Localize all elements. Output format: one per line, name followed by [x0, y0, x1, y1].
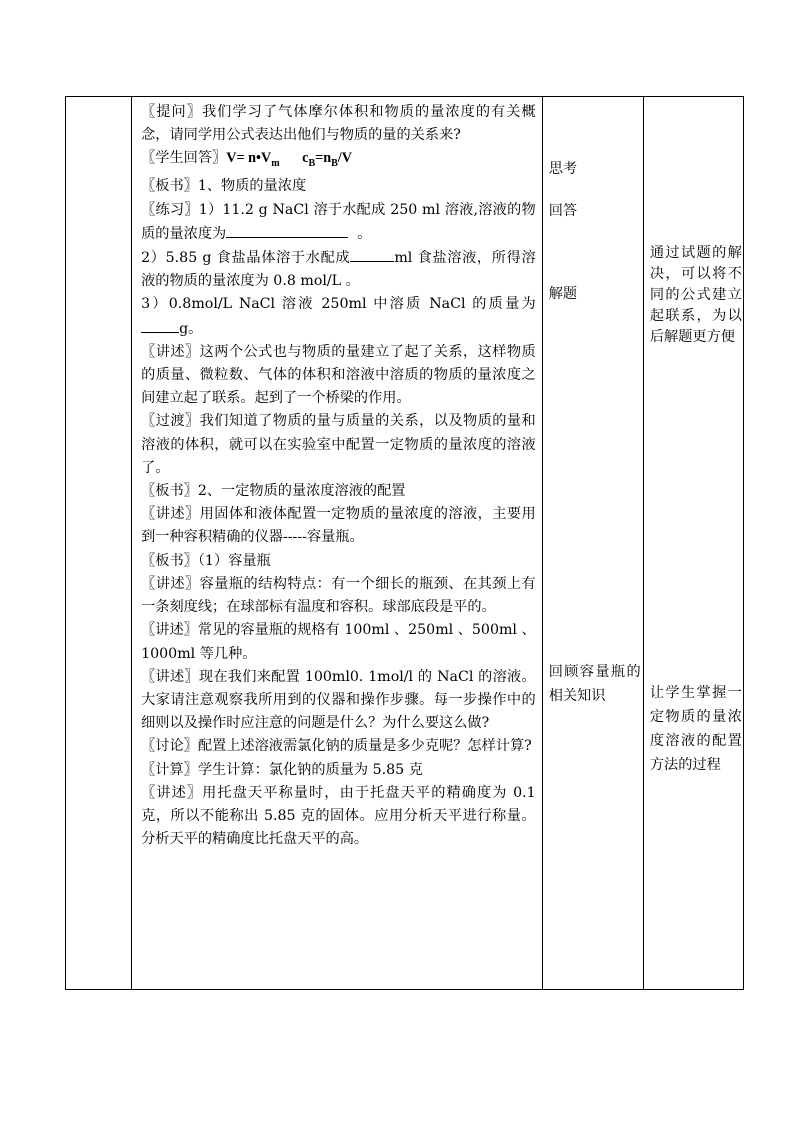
- board-line-2: 〖板书〗2、一定物质的量浓度溶液的配置: [141, 483, 406, 500]
- student-answer: 回答: [548, 203, 578, 219]
- formula-n: =n: [315, 150, 332, 167]
- exercise-3-text: 3）0.8mol/L NaCl 溶液 250ml 中溶质 NaCl 的质量为: [141, 296, 536, 313]
- student-solve: 解题: [548, 286, 578, 302]
- exercise-2-end: ml 食盐溶液，所得溶液的物质的量浓度为 0.8 mol/L 。: [141, 250, 536, 290]
- formula-volume-main: V= n•V: [226, 150, 272, 167]
- answer-blank: [350, 246, 394, 262]
- lecture-line-3: 〖讲述〗容量瓶的结构特点：有一个细长的瓶颈、在其颈上有一条刻度线；在球部标有温度和容积。球部底段是平的。: [141, 575, 536, 616]
- purpose-2: 让学生掌握一定物质的量浓度溶液的配置方法的过程: [649, 685, 742, 773]
- lecture-line-1: 〖讲述〗这两个公式也与物质的量建立了起了关系，这样物质的质量、微粒数、气体的体积和溶液中溶质的物质的量浓度之间建立起了联系。起到了一个桥梁的作用。: [141, 343, 536, 407]
- empty-section-cell: [66, 97, 132, 990]
- student-answer-line: [141, 147, 536, 175]
- answer-blank: [226, 222, 348, 238]
- calculation-line: 〖计算〗学生计算：氯化钠的质量为 5.85 克: [141, 761, 423, 778]
- board-line-1: 〖板书〗1、物质的量浓度: [141, 178, 307, 195]
- answer-blank: [141, 317, 179, 333]
- teaching-process-cell: [132, 97, 543, 990]
- exercise-2: [141, 246, 536, 293]
- discussion-line: 〖讨论〗配置上述溶液需氯化钠的质量是多少克呢？怎样计算?: [141, 738, 532, 755]
- formula-c-sub: B: [308, 158, 316, 170]
- lecture-line-6: 〖讲述〗用托盘天平称量时，由于托盘天平的精确度为 0.1 克，所以不能称出 5.85 克的固体。应用分析天平进行称量。分析天平的精确度比托盘天平的高。: [141, 784, 536, 848]
- answer-label: 〖学生回答〗: [141, 150, 227, 167]
- exercise-1-text: 〖练习〗1）11.2 g NaCl 溶于水配成 250 ml 溶液,溶液的物质的量浓度为: [141, 201, 536, 242]
- lesson-row: [66, 97, 744, 990]
- question-line: 〖提问〗我们学习了气体摩尔体积和物质的量浓度的有关概念，请同学用公式表达出他们与物质的量的关系来?: [141, 104, 536, 144]
- design-purpose-cell: [643, 97, 743, 990]
- formula-concentration: [302, 150, 352, 170]
- student-activity-cell: [542, 97, 643, 990]
- formula-volume-sub: m: [271, 158, 280, 170]
- student-think: 思考: [548, 161, 578, 177]
- lecture-line-2: 〖讲述〗用固体和液体配置一定物质的量浓度的溶液，主要用到一种容积精确的仪器-----容量瓶。: [141, 506, 536, 546]
- formula-n-sub: B: [331, 158, 338, 170]
- transition-line: 〖过渡〗我们知道了物质的量与质量的关系，以及物质的量和溶液的体积，就可以在实验室中配置一定物质的量浓度的溶液了。: [141, 413, 536, 476]
- exercise-3: [141, 293, 536, 340]
- exercise-3-end: g。: [179, 320, 203, 337]
- exercise-1: [141, 199, 536, 246]
- lecture-line-4: 〖讲述〗常见的容量瓶的规格有 100ml 、250ml 、500ml 、1000ml 等几种。: [141, 622, 536, 662]
- purpose-1: 通过试题的解决，可以将不同的公式建立起联系，为以后解题更方便: [649, 245, 742, 345]
- exercise-2-text: 2）5.85 g 食盐晶体溶于水配成: [141, 250, 351, 267]
- board-line-3: 〖板书〗（1）容量瓶: [141, 552, 271, 569]
- formula-volume: [226, 150, 280, 170]
- student-review: 回顾容量瓶的相关知识: [548, 664, 641, 704]
- formula-c: c: [302, 150, 309, 167]
- formula-v: /V: [337, 150, 352, 167]
- lesson-plan-table: [65, 96, 744, 990]
- exercise-1-end: 。: [357, 225, 372, 242]
- lecture-line-5: 〖讲述〗现在我们来配置 100ml0. 1mol/l 的 NaCl 的溶液。大家请注意观察我所用到的仪器和操作步骤。每一步操作中的细则以及操作时应注意的问题是什么？为什么要这么做?: [141, 668, 536, 732]
